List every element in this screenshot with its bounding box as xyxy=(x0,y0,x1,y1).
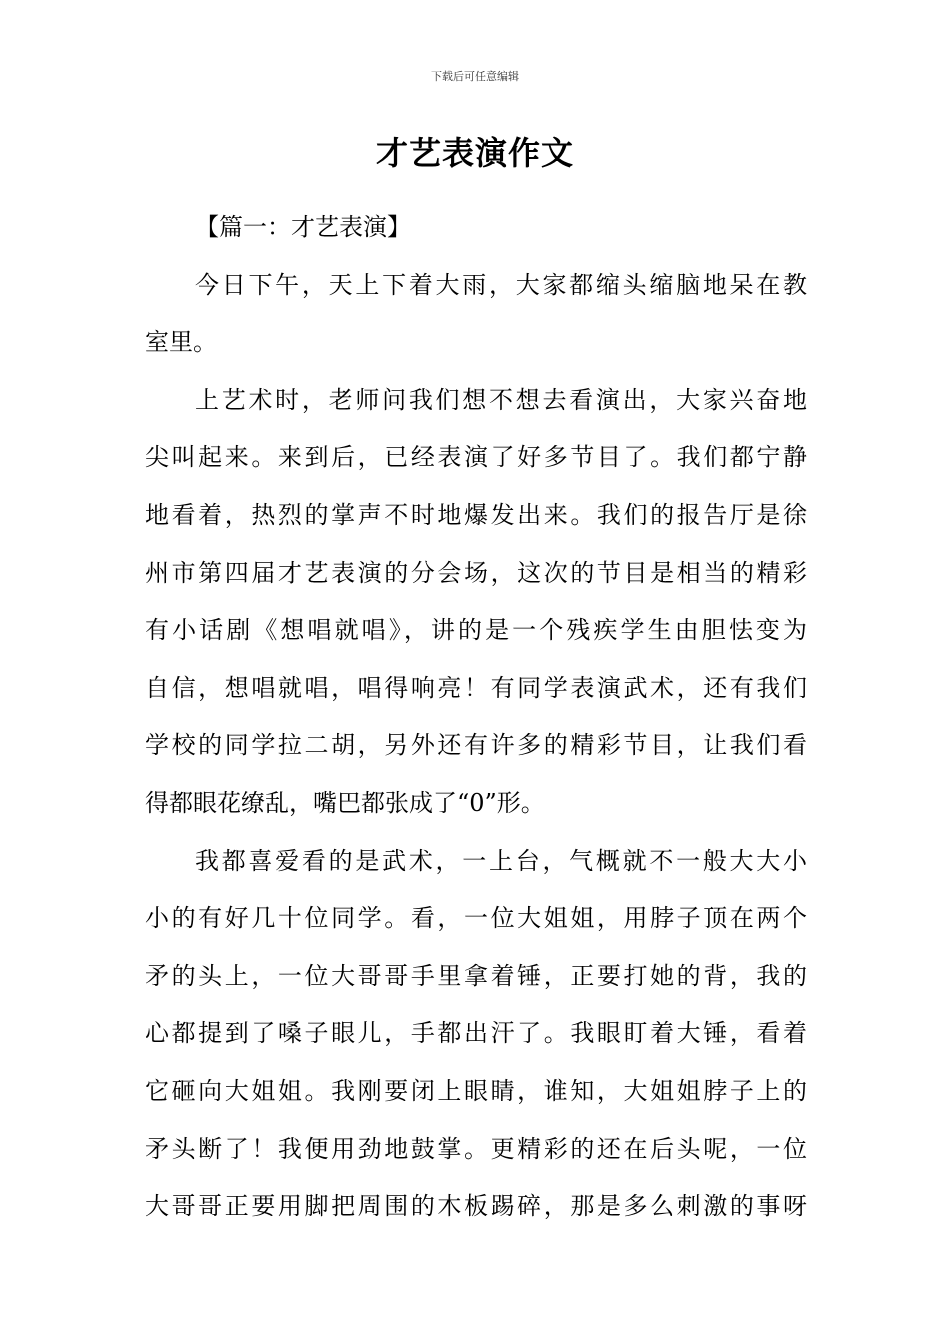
text-line: 【篇一：才艺表演】 xyxy=(195,213,411,241)
text-line: 学校的同学拉二胡，另外还有许多的精彩节目，让我们看 xyxy=(145,731,807,760)
text-line: 自信，想唱就唱，唱得响亮！有同学表演武术，还有我们 xyxy=(145,673,807,702)
text-line: 它砸向大姐姐。我刚要闭上眼睛，谁知，大姐姐脖子上的 xyxy=(145,1076,807,1105)
text-line: 我都喜爱看的是武术，一上台，气概就不一般大大小 xyxy=(195,846,807,875)
document-title: 才艺表演作文 xyxy=(375,134,574,172)
text-line: 州市第四届才艺表演的分会场，这次的节目是相当的精彩 xyxy=(145,558,807,587)
text-line: 小的有好几十位同学。看，一位大姐姐，用脖子顶在两个 xyxy=(145,904,807,933)
text-line: 心都提到了嗓子眼儿，手都出汗了。我眼盯着大锤，看着 xyxy=(145,1019,807,1048)
text-line: 地看着，热烈的掌声不时地爆发出来。我们的报告厅是徐 xyxy=(145,500,807,529)
text-line: 室里。 xyxy=(145,328,217,357)
text-line: 大哥哥正要用脚把周围的木板踢碎，那是多么刺激的事呀 xyxy=(145,1192,807,1221)
text-line: 有小话剧《想唱就唱》，讲的是一个残疾学生由胆怯变为 xyxy=(145,616,807,645)
text-line: 得都眼花缭乱，嘴巴都张成了“0”形。 xyxy=(145,788,545,817)
text-line: 矛头断了！我便用劲地鼓掌。更精彩的还在后头呢，一位 xyxy=(145,1134,807,1163)
text-line: 矛的头上，一位大哥哥手里拿着锤，正要打她的背，我的 xyxy=(145,961,807,990)
header-note: 下载后可任意编辑 xyxy=(431,70,519,83)
text-line: 上艺术时，老师问我们想不想去看演出，大家兴奋地 xyxy=(195,385,807,414)
text-line: 尖叫起来。来到后，已经表演了好多节目了。我们都宁静 xyxy=(145,443,807,472)
document-body xyxy=(145,199,807,1236)
text-line: 今日下午，天上下着大雨，大家都缩头缩脑地呆在教 xyxy=(195,270,807,299)
